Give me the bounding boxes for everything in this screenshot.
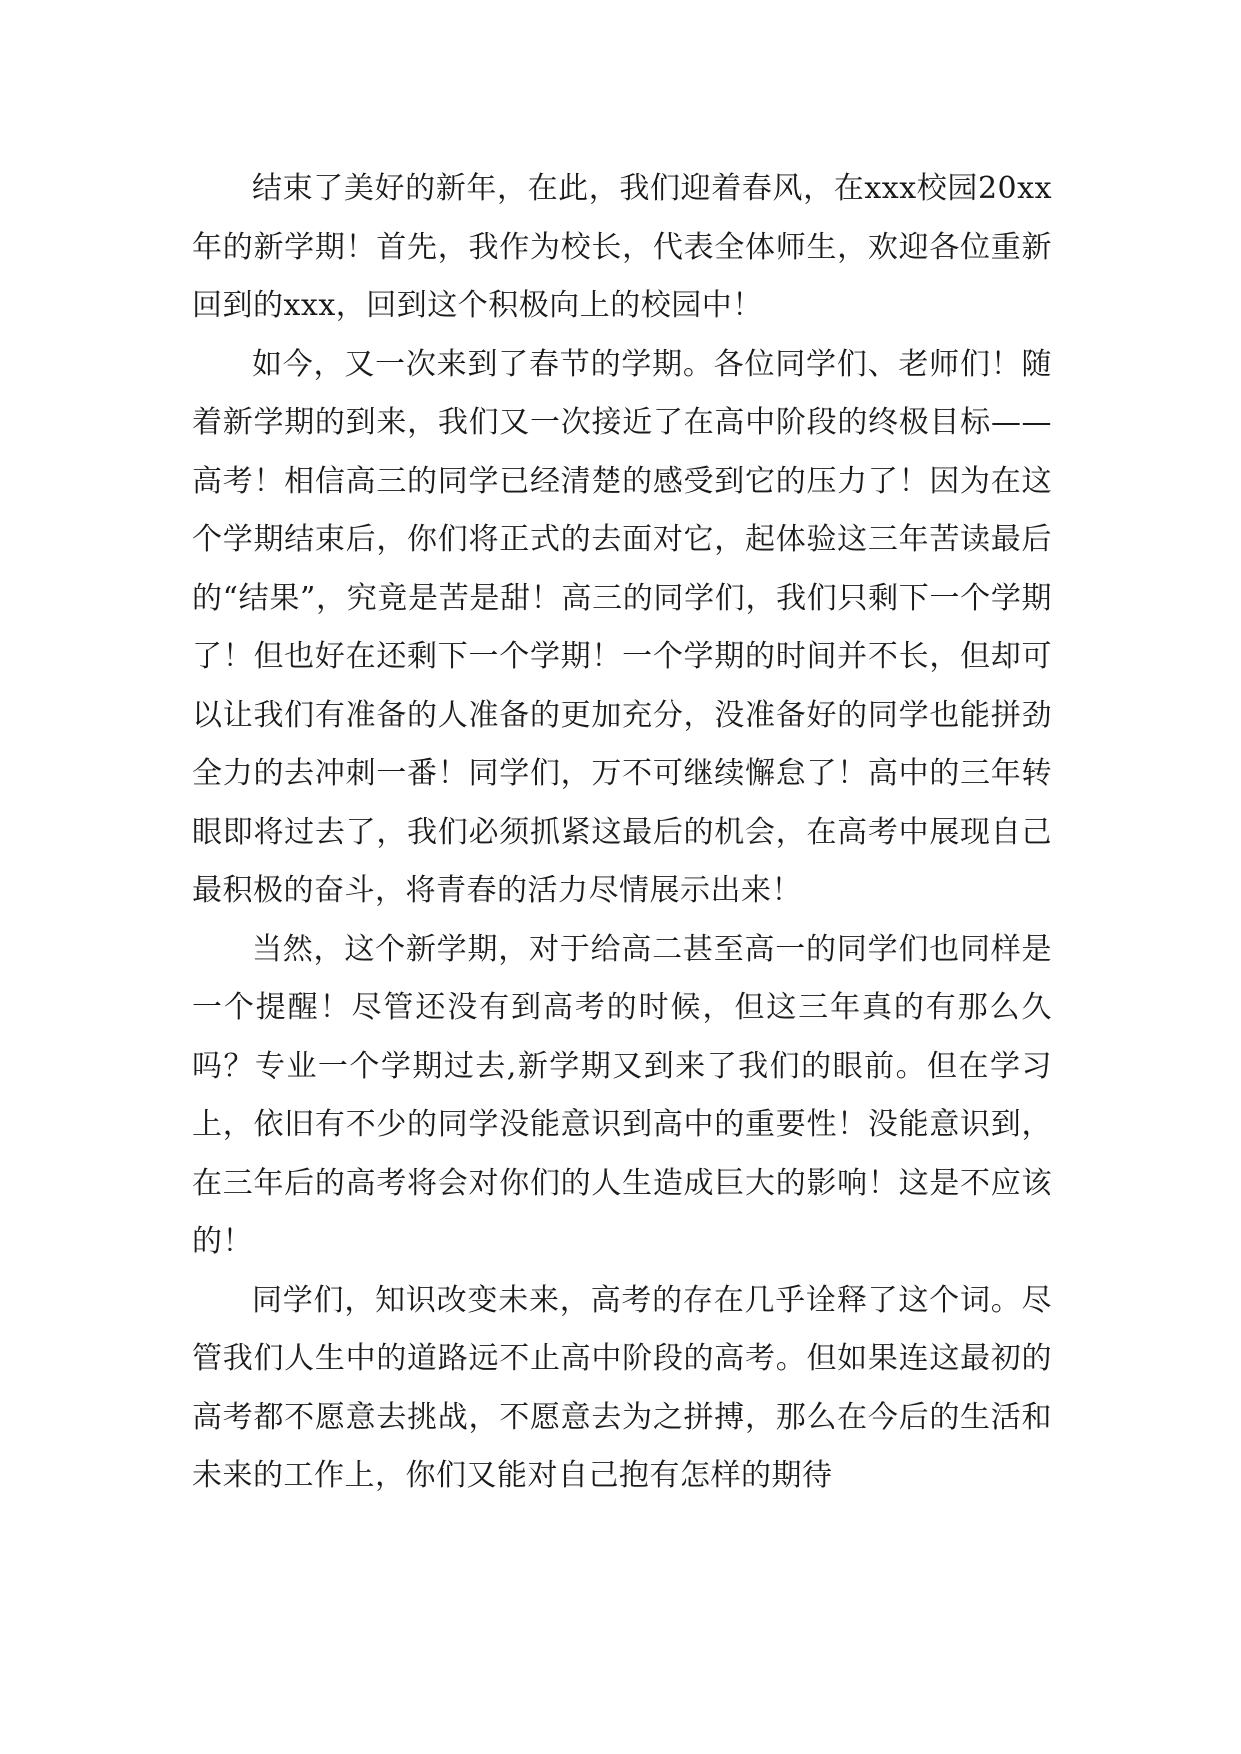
document-body bbox=[192, 160, 1052, 1506]
paragraph-senior-exam: 如今，又一次来到了春节的学期。各位同学们、老师们！随着新学期的到来，我们又一次接近了在高中阶段的终极目标——高考！相信高三的同学已经清楚的感受到它的压力了！因为在这个学期结束后，你们将正式的去面对它，起体验这三年苦读最后的“结果”，究竟是苦是甜！高三的同学们，我们只剩下一个学期了！但也好在还剩下一个学期！一个学期的时间并不长，但却可以让我们有准备的人准备的更加充分，没准备好的同学也能拼劲全力的去冲刺一番！同学们，万不可继续懈怠了！高中的三年转眼即将过去了，我们必须抓紧这最后的机会，在高考中展现自己最积极的奋斗，将青春的活力尽情展示出来！ bbox=[192, 346, 1052, 908]
paragraph-knowledge-future: 同学们，知识改变未来，高考的存在几乎诠释了这个词。尽管我们人生中的道路远不止高中阶段的高考。但如果连这最初的高考都不愿意去挑战，不愿意去为之拼搏，那么在今后的生活和未来的工作上，你们又能对自己抱有怎样的期待 bbox=[192, 1282, 1052, 1493]
paragraph-welcome: 结束了美好的新年，在此，我们迎着春风，在xxx校园20xx年的新学期！首先，我作为校长，代表全体师生，欢迎各位重新回到的xxx，回到这个积极向上的校园中！ bbox=[192, 171, 1052, 323]
paragraph-junior-reminder: 当然，这个新学期，对于给高二甚至高一的同学们也同样是一个提醒！尽管还没有到高考的时候，但这三年真的有那么久吗？专业一个学期过去,新学期又到来了我们的眼前。但在学习上，依旧有不少的同学没能意识到高中的重要性！没能意识到，在三年后的高考将会对你们的人生造成巨大的影响！这是不应该的！ bbox=[192, 931, 1052, 1259]
